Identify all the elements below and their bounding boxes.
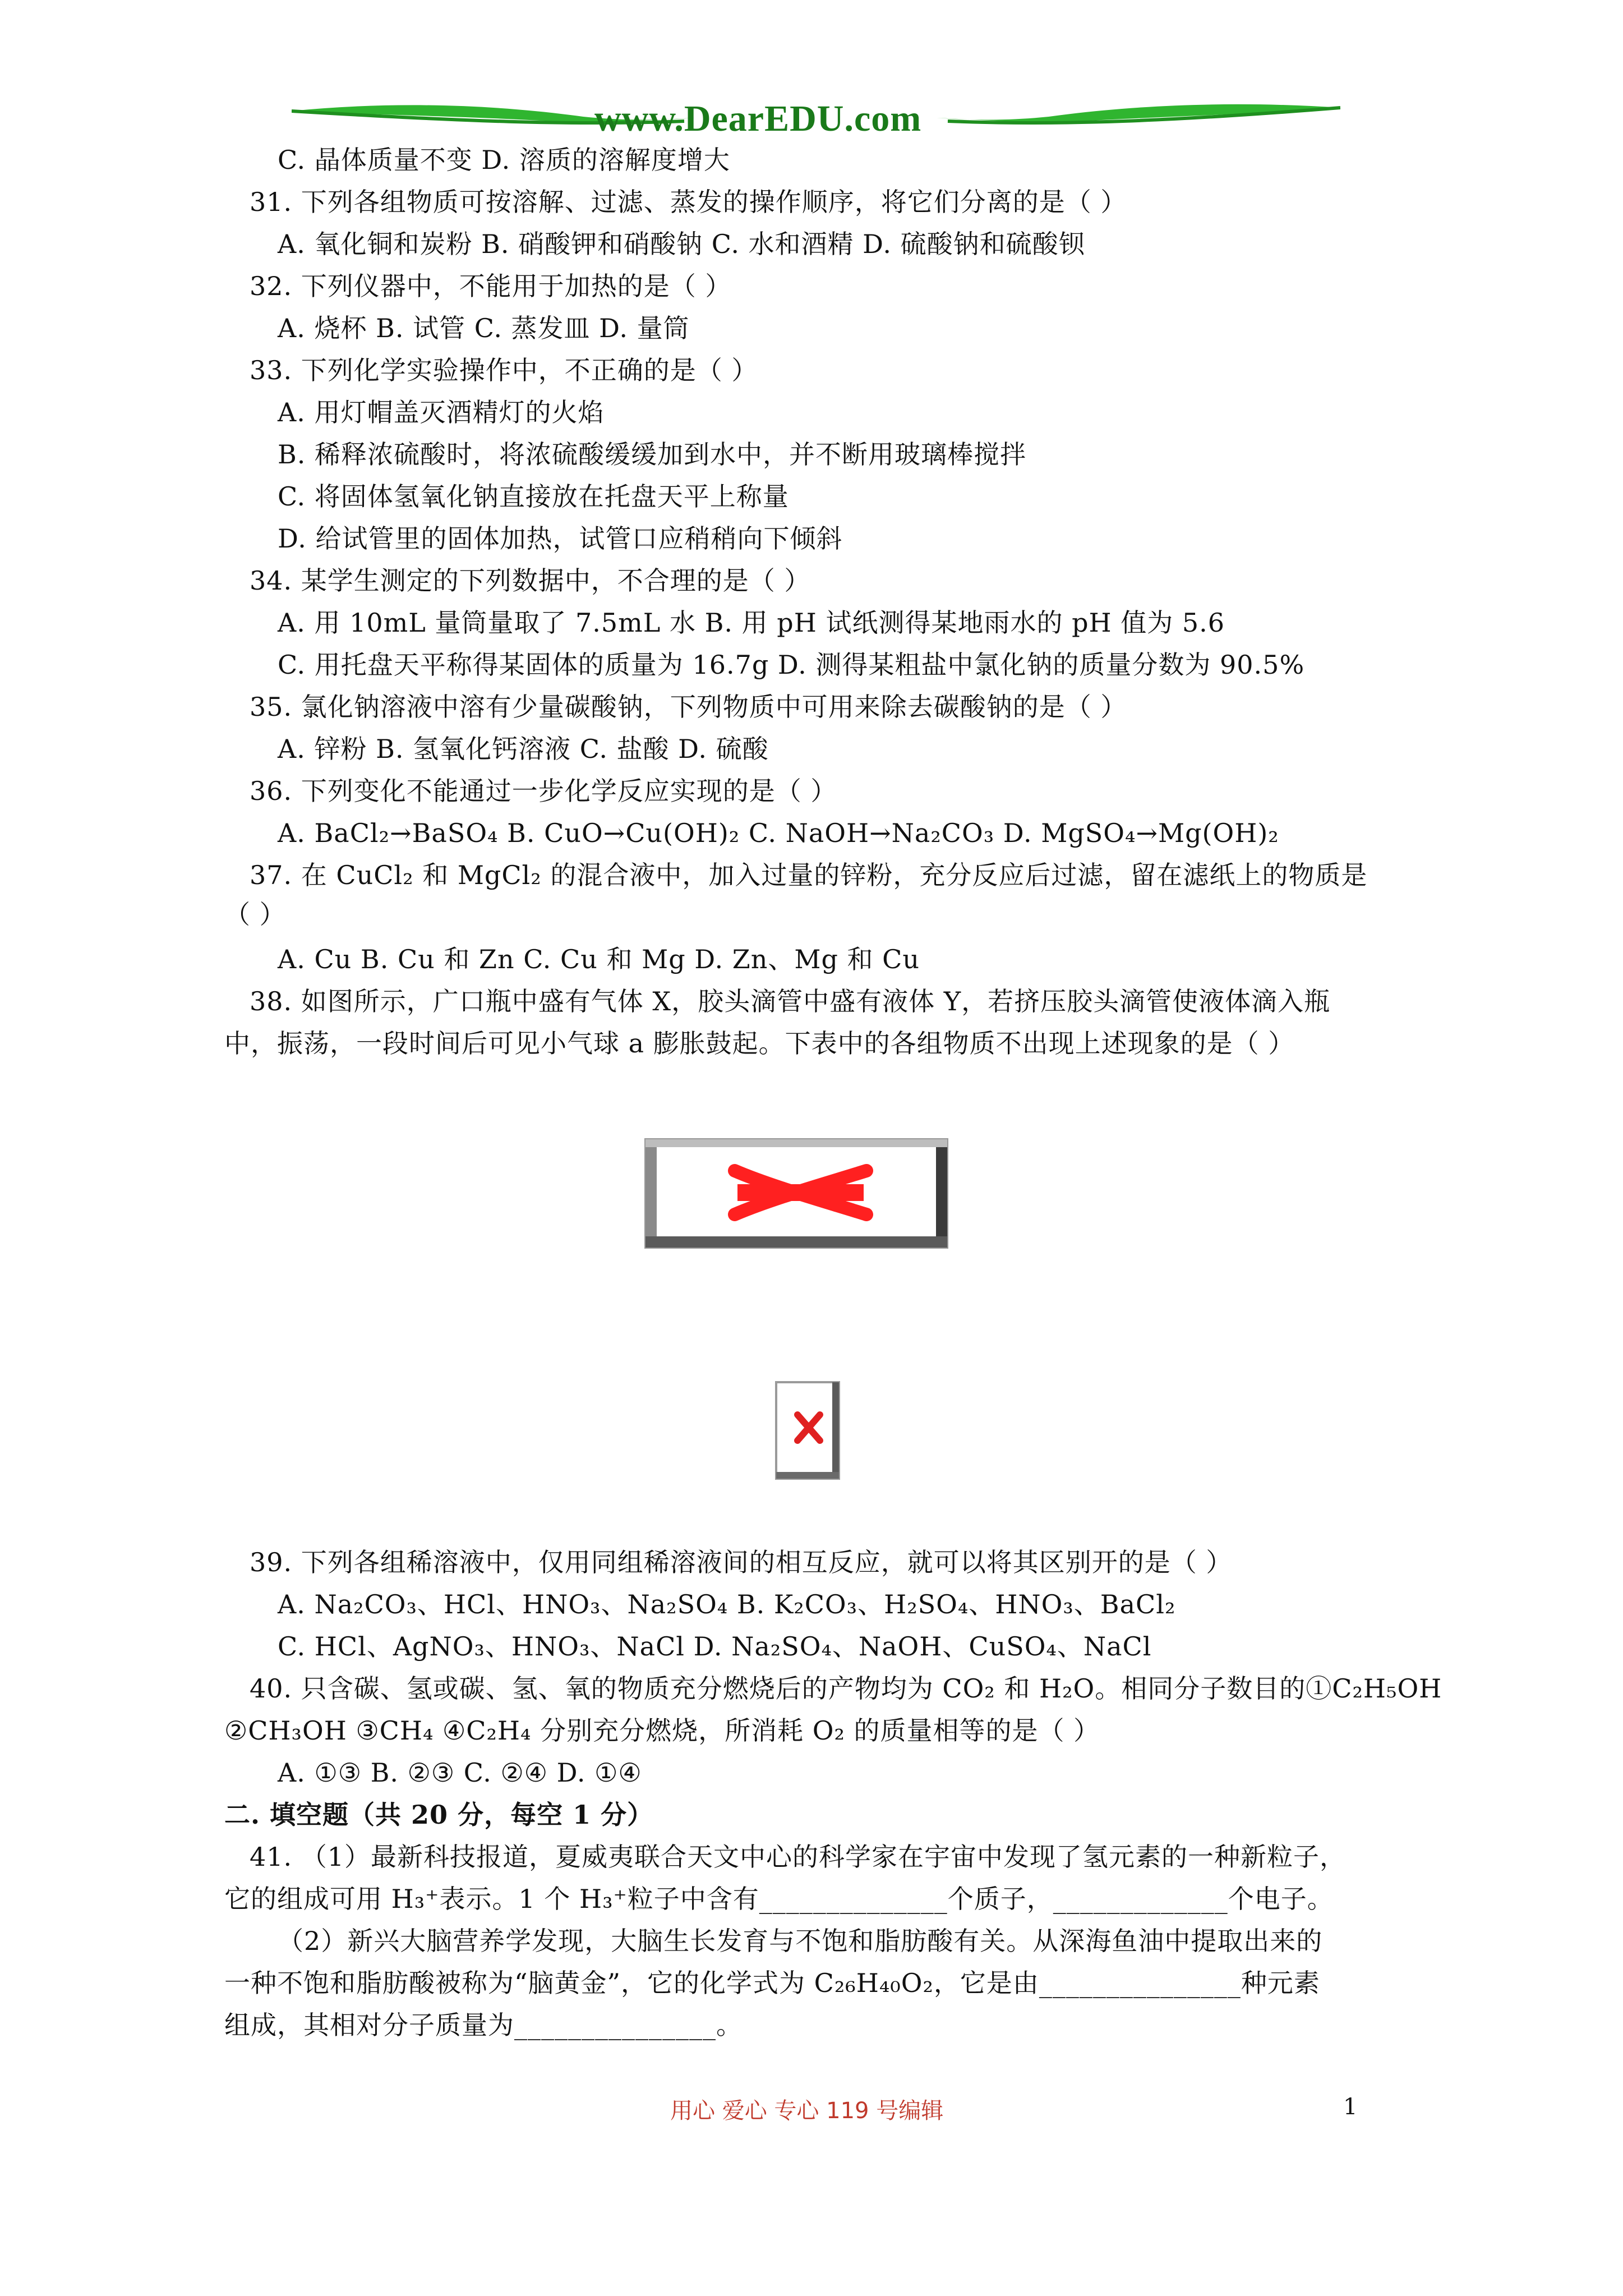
text-line: 31. 下列各组物质可按溶解、过滤、蒸发的操作顺序，将它们分离的是（ ） xyxy=(250,187,1127,217)
text-line: 39. 下列各组稀溶液中，仅用同组稀溶液间的相互反应，就可以将其区别开的是（ ） xyxy=(250,1547,1233,1577)
text-line: （ ） xyxy=(224,899,286,930)
text-line: A. 氧化铜和炭粉 B. 硝酸钾和硝酸钠 C. 水和酒精 D. 硫酸钠和硫酸钡 xyxy=(278,229,1085,259)
text-line: A. 用 10mL 量筒量取了 7.5mL 水 B. 用 pH 试纸测得某地雨水的 pH 值为 5.6 xyxy=(278,608,1225,638)
text-line: 34. 某学生测定的下列数据中，不合理的是（ ） xyxy=(250,565,811,596)
broken-figure-small xyxy=(774,1380,841,1481)
text-line: B. 稀释浓硫酸时，将浓硫酸缓缓加到水中，并不断用玻璃棒搅拌 xyxy=(278,439,1027,470)
section-heading: 二. 填空题（共 20 分，每空 1 分） xyxy=(224,1800,654,1830)
text-line: A. 用灯帽盖灭酒精灯的火焰 xyxy=(278,397,605,427)
text-line: C. 将固体氢氧化钠直接放在托盘天平上称量 xyxy=(278,481,789,512)
text-line: 38. 如图所示，广口瓶中盛有气体 X，胶头滴管中盛有液体 Y，若挤压胶头滴管使液体滴入瓶 xyxy=(250,986,1331,1016)
text-line: C. HCl、AgNO₃、HNO₃、NaCl D. Na₂SO₄、NaOH、CuSO₄、NaCl xyxy=(278,1631,1152,1662)
text-line: C. 晶体质量不变 D. 溶质的溶解度增大 xyxy=(278,145,730,175)
text-line: A. 锌粉 B. 氢氧化钙溶液 C. 盐酸 D. 硫酸 xyxy=(278,734,769,764)
text-line: 33. 下列化学实验操作中，不正确的是（ ） xyxy=(250,355,758,385)
text-line: 它的组成可用 H₃⁺表示。1 个 H₃⁺粒子中含有______________个质子，_____________个电子。 xyxy=(224,1884,1334,1914)
text-line: ②CH₃OH ③CH₄ ④C₂H₄ 分别充分燃烧，所消耗 O₂ 的质量相等的是（ ） xyxy=(224,1715,1100,1746)
text-line: （2）新兴大脑营养学发现，大脑生长发育与不饱和脂肪酸有关。从深海鱼油中提取出来的 xyxy=(278,1926,1323,1956)
broken-figure-large xyxy=(642,1136,951,1251)
text-line: 37. 在 CuCl₂ 和 MgCl₂ 的混合液中，加入过量的锌粉，充分反应后过滤，留在滤纸上的物质是 xyxy=(250,860,1368,890)
page-number: 1 xyxy=(1343,2094,1358,2120)
text-line: 35. 氯化钠溶液中溶有少量碳酸钠，下列物质中可用来除去碳酸钠的是（ ） xyxy=(250,692,1127,722)
text-line: A. 烧杯 B. 试管 C. 蒸发皿 D. 量筒 xyxy=(278,313,690,343)
text-line: 40. 只含碳、氢或碳、氢、氧的物质充分燃烧后的产物均为 CO₂ 和 H₂O。相同分子数目的①C₂H₅OH xyxy=(250,1673,1442,1704)
text-line: A. Na₂CO₃、HCl、HNO₃、Na₂SO₄ B. K₂CO₃、H₂SO₄、HNO₃、BaCl₂ xyxy=(278,1589,1176,1619)
site-logo: www.DearEDU.com xyxy=(594,98,922,139)
text-line: 41. （1）最新科技报道，夏威夷联合天文中心的科学家在宇宙中发现了氢元素的一种新粒子， xyxy=(250,1842,1347,1872)
text-line: A. Cu B. Cu 和 Zn C. Cu 和 Mg D. Zn、Mg 和 Cu xyxy=(278,944,920,974)
text-line: D. 给试管里的固体加热，试管口应稍稍向下倾斜 xyxy=(278,523,843,554)
text-line: 36. 下列变化不能通过一步化学反应实现的是（ ） xyxy=(250,776,837,806)
text-line: 中，振荡，一段时间后可见小气球 a 膨胀鼓起。下表中的各组物质不出现上述现象的是（ ） xyxy=(224,1028,1295,1059)
text-line: C. 用托盘天平称得某固体的质量为 16.7g D. 测得某粗盐中氯化钠的质量分数为 90.5% xyxy=(278,650,1305,680)
text-line: 一种不饱和脂肪酸被称为“脑黄金”，它的化学式为 C₂₆H₄₀O₂，它是由_______________种元素 xyxy=(224,1968,1320,1998)
text-line: A. BaCl₂→BaSO₄ B. CuO→Cu(OH)₂ C. NaOH→Na₂CO₃ D. MgSO₄→Mg(OH)₂ xyxy=(278,818,1279,848)
text-line: A. ①③ B. ②③ C. ②④ D. ①④ xyxy=(278,1757,642,1788)
footer-note: 用心 爱心 专心 119 号编辑 xyxy=(670,2098,944,2124)
text-line: 组成，其相对分子质量为_______________。 xyxy=(224,2010,743,2040)
text-line: 32. 下列仪器中，不能用于加热的是（ ） xyxy=(250,271,732,301)
